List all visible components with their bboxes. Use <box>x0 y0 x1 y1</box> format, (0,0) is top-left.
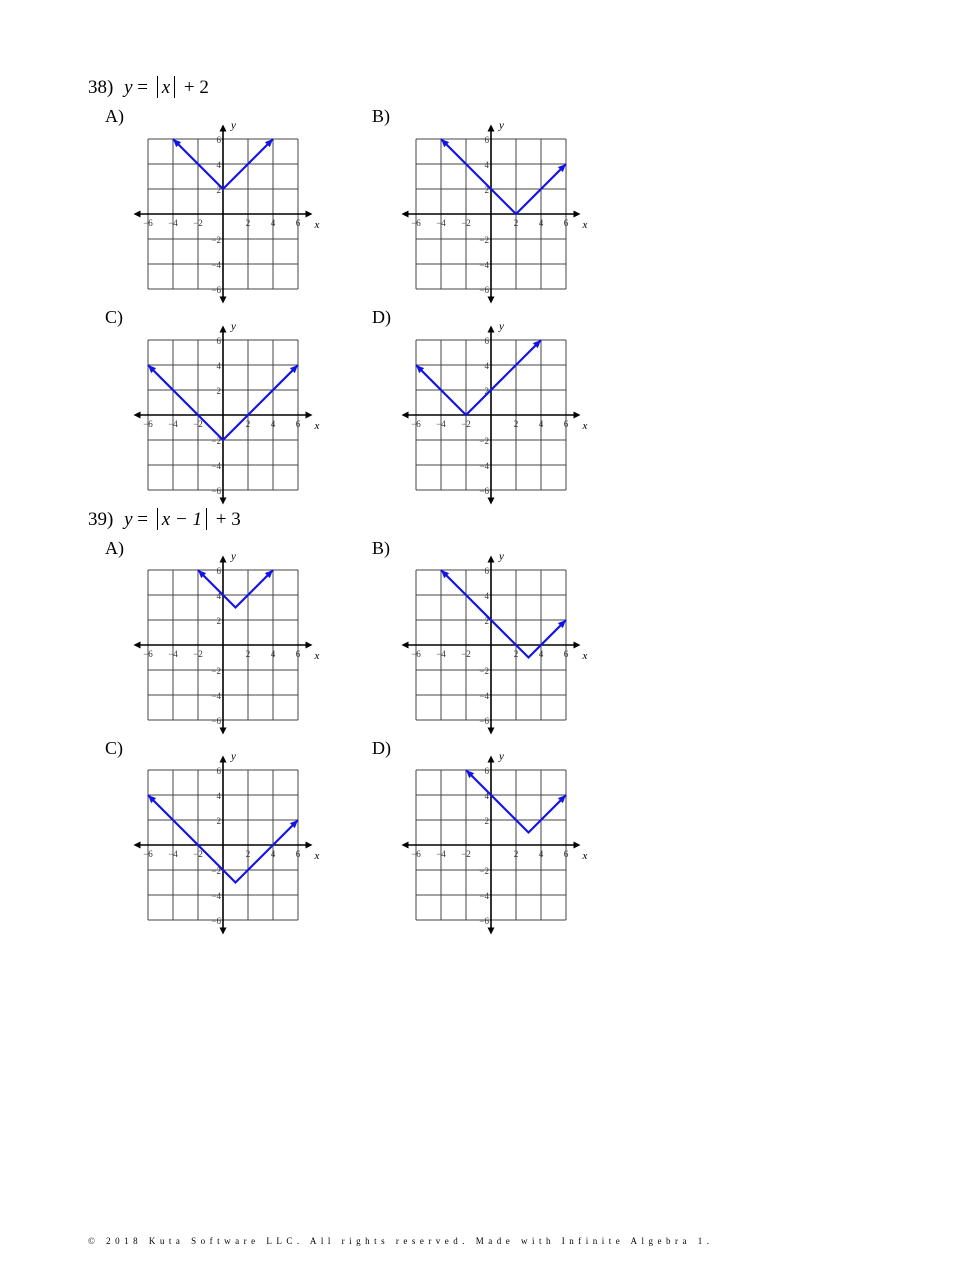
x-tick-label: 4 <box>270 849 276 859</box>
y-axis-arrow-down <box>488 498 495 505</box>
y-tick-label: 2 <box>484 386 489 396</box>
y-axis-label: y <box>231 119 236 132</box>
equation-equals: = <box>137 509 148 530</box>
x-tick-label: 2 <box>513 849 519 859</box>
y-tick-label: −6 <box>211 285 221 295</box>
y-tick-label: −4 <box>479 260 489 270</box>
x-axis-label: x <box>314 420 320 432</box>
x-tick-label: −6 <box>143 218 153 228</box>
x-axis-arrow-left <box>134 211 141 218</box>
y-tick-label: 4 <box>484 791 489 801</box>
x-axis-label: x <box>314 850 320 862</box>
axes <box>134 756 313 935</box>
x-axis-arrow-right <box>306 211 313 218</box>
abs-curve <box>416 340 541 415</box>
x-tick-label: 2 <box>513 419 519 429</box>
tick-labels <box>411 120 587 296</box>
x-tick-label: −2 <box>461 649 471 659</box>
curve-line <box>198 570 273 608</box>
x-tick-label: 6 <box>563 218 569 228</box>
x-tick-label: 6 <box>295 419 301 429</box>
x-tick-label: −6 <box>411 849 421 859</box>
graph-38b <box>396 119 596 312</box>
y-axis-arrow-down <box>488 928 495 935</box>
y-tick-label: −6 <box>479 285 489 295</box>
y-tick-label: −4 <box>211 691 221 701</box>
x-tick-label: −2 <box>193 419 203 429</box>
x-tick-label: −2 <box>193 849 203 859</box>
y-tick-label: 2 <box>484 816 489 826</box>
equation-tail: + 3 <box>215 509 241 530</box>
y-tick-label: 4 <box>484 160 489 170</box>
y-tick-label: −6 <box>211 916 221 926</box>
x-tick-label: 6 <box>563 419 569 429</box>
equation <box>124 77 209 98</box>
x-tick-label: 6 <box>295 218 301 228</box>
y-axis-arrow-down <box>488 728 495 735</box>
problem-number: 39) <box>88 509 114 530</box>
option-label-39c: C) <box>105 738 123 758</box>
x-tick-label: −2 <box>461 419 471 429</box>
y-tick-label: −4 <box>479 891 489 901</box>
x-tick-label: −6 <box>411 649 421 659</box>
x-axis-arrow-left <box>134 412 141 419</box>
x-tick-label: 6 <box>563 849 569 859</box>
curve-line <box>441 139 566 214</box>
option-label-38a: A) <box>105 106 124 126</box>
y-tick-label: −2 <box>211 235 221 245</box>
tick-labels <box>143 551 319 727</box>
y-tick-label: −2 <box>479 235 489 245</box>
axes <box>134 556 313 735</box>
y-axis-arrow-up <box>220 756 227 763</box>
x-tick-label: 4 <box>538 419 544 429</box>
y-tick-label: −2 <box>479 666 489 676</box>
y-axis-label: y <box>499 119 504 132</box>
x-tick-label: 4 <box>270 218 276 228</box>
y-axis-arrow-up <box>220 125 227 132</box>
equation-equals: = <box>137 77 148 98</box>
x-axis-arrow-right <box>574 642 581 649</box>
y-axis-arrow-up <box>488 756 495 763</box>
curve-line <box>416 340 541 415</box>
y-tick-label: −4 <box>479 691 489 701</box>
tick-labels <box>143 120 319 296</box>
copyright-footer: © 2018 Kuta Software LLC. All rights reserved. Made with Infinite Algebra 1. <box>88 1236 714 1246</box>
x-tick-label: 2 <box>513 649 519 659</box>
y-tick-label: 2 <box>484 185 489 195</box>
y-tick-label: −6 <box>479 486 489 496</box>
equation-y: y <box>124 509 133 530</box>
y-tick-label: −2 <box>479 436 489 446</box>
axes <box>134 125 313 304</box>
y-axis-arrow-up <box>488 125 495 132</box>
y-tick-label: 6 <box>216 566 221 576</box>
y-axis-arrow-up <box>220 326 227 333</box>
y-axis-label: y <box>499 320 504 333</box>
x-axis-label: x <box>582 219 588 231</box>
x-axis-arrow-right <box>306 642 313 649</box>
graph-38c <box>128 320 328 513</box>
y-tick-label: −2 <box>479 866 489 876</box>
x-tick-label: 2 <box>245 649 251 659</box>
x-axis-arrow-right <box>574 842 581 849</box>
y-tick-label: 2 <box>216 816 221 826</box>
y-tick-label: 2 <box>216 386 221 396</box>
graph-39b <box>396 550 596 743</box>
tick-labels <box>411 551 587 727</box>
y-axis-label: y <box>499 750 504 763</box>
tick-labels <box>143 751 319 927</box>
x-tick-label: −4 <box>168 218 178 228</box>
x-axis-label: x <box>582 650 588 662</box>
x-axis-arrow-left <box>134 642 141 649</box>
x-axis-label: x <box>582 850 588 862</box>
y-axis-arrow-up <box>488 326 495 333</box>
y-tick-label: 4 <box>216 791 221 801</box>
option-label-39b: B) <box>372 538 390 558</box>
option-label-39a: A) <box>105 538 124 558</box>
y-axis-arrow-down <box>220 498 227 505</box>
y-tick-label: −2 <box>211 866 221 876</box>
x-tick-label: 4 <box>538 218 544 228</box>
y-tick-label: −6 <box>211 716 221 726</box>
equation-abs-inside: x − 1 <box>161 509 202 530</box>
x-tick-label: 4 <box>270 649 276 659</box>
axes <box>134 326 313 505</box>
x-axis-arrow-right <box>306 842 313 849</box>
option-label-39d: D) <box>372 738 391 758</box>
x-axis-label: x <box>582 420 588 432</box>
x-tick-label: −4 <box>436 849 446 859</box>
x-axis-arrow-left <box>134 842 141 849</box>
graph-39d <box>396 750 596 943</box>
tick-labels <box>411 751 587 927</box>
x-tick-label: −2 <box>193 649 203 659</box>
y-tick-label: 6 <box>484 135 489 145</box>
graph-38a <box>128 119 328 312</box>
problem-number: 38) <box>88 77 114 98</box>
axes <box>402 756 581 935</box>
graph-38d <box>396 320 596 513</box>
x-axis-arrow-left <box>402 642 409 649</box>
abs-curve <box>198 570 273 608</box>
y-axis-arrow-down <box>488 297 495 304</box>
x-axis-arrow-left <box>402 211 409 218</box>
x-tick-label: −4 <box>168 649 178 659</box>
axes <box>402 326 581 505</box>
y-axis-label: y <box>231 320 236 333</box>
y-tick-label: −2 <box>211 666 221 676</box>
y-axis-arrow-down <box>220 928 227 935</box>
x-tick-label: −6 <box>411 419 421 429</box>
x-tick-label: −4 <box>436 218 446 228</box>
x-tick-label: 2 <box>245 419 251 429</box>
x-tick-label: −2 <box>193 218 203 228</box>
x-tick-label: −4 <box>168 849 178 859</box>
x-tick-label: −4 <box>436 419 446 429</box>
y-axis-label: y <box>499 550 504 563</box>
x-tick-label: 2 <box>513 218 519 228</box>
x-tick-label: 4 <box>538 849 544 859</box>
x-tick-label: 2 <box>245 218 251 228</box>
x-tick-label: −4 <box>436 649 446 659</box>
y-tick-label: 6 <box>484 336 489 346</box>
y-tick-label: −6 <box>479 716 489 726</box>
y-tick-label: 4 <box>484 361 489 371</box>
x-tick-label: −2 <box>461 849 471 859</box>
x-axis-arrow-right <box>574 412 581 419</box>
axes <box>402 125 581 304</box>
y-tick-label: 2 <box>216 616 221 626</box>
y-axis-arrow-down <box>220 297 227 304</box>
graph-39a <box>128 550 328 743</box>
y-tick-label: 4 <box>216 160 221 170</box>
option-label-38d: D) <box>372 307 391 327</box>
y-tick-label: −6 <box>211 486 221 496</box>
equation-tail: + 2 <box>183 77 209 98</box>
y-tick-label: −4 <box>211 260 221 270</box>
y-tick-label: −4 <box>211 461 221 471</box>
problem-38-header <box>88 76 209 99</box>
tick-labels <box>143 321 319 497</box>
x-tick-label: 6 <box>295 849 301 859</box>
y-tick-label: 4 <box>484 591 489 601</box>
x-axis-arrow-right <box>306 412 313 419</box>
x-axis-arrow-right <box>574 211 581 218</box>
x-tick-label: −6 <box>143 649 153 659</box>
graph-39c <box>128 750 328 943</box>
y-tick-label: 6 <box>216 336 221 346</box>
x-tick-label: −2 <box>461 218 471 228</box>
x-tick-label: 4 <box>270 419 276 429</box>
x-axis-label: x <box>314 219 320 231</box>
y-tick-label: −2 <box>211 436 221 446</box>
y-tick-label: 2 <box>216 185 221 195</box>
y-axis-arrow-down <box>220 728 227 735</box>
option-label-38c: C) <box>105 307 123 327</box>
equation-abs-inside: x <box>161 77 171 98</box>
y-tick-label: −6 <box>479 916 489 926</box>
equation-y: y <box>124 77 133 98</box>
x-tick-label: −6 <box>143 849 153 859</box>
x-tick-label: 6 <box>563 649 569 659</box>
y-tick-label: −4 <box>479 461 489 471</box>
x-tick-label: −6 <box>411 218 421 228</box>
y-tick-label: 6 <box>484 566 489 576</box>
y-tick-label: 6 <box>484 766 489 776</box>
option-label-38b: B) <box>372 106 390 126</box>
y-tick-label: 4 <box>216 361 221 371</box>
y-tick-label: 6 <box>216 135 221 145</box>
x-tick-label: −6 <box>143 419 153 429</box>
y-axis-label: y <box>231 750 236 763</box>
axes <box>402 556 581 735</box>
tick-labels <box>411 321 587 497</box>
x-axis-label: x <box>314 650 320 662</box>
y-tick-label: 2 <box>484 616 489 626</box>
y-axis-arrow-up <box>220 556 227 563</box>
abs-curve <box>441 139 566 214</box>
x-axis-arrow-left <box>402 412 409 419</box>
x-tick-label: −4 <box>168 419 178 429</box>
y-tick-label: −4 <box>211 891 221 901</box>
x-axis-arrow-left <box>402 842 409 849</box>
y-tick-label: 4 <box>216 591 221 601</box>
x-tick-label: 4 <box>538 649 544 659</box>
y-axis-label: y <box>231 550 236 563</box>
x-tick-label: 2 <box>245 849 251 859</box>
y-axis-arrow-up <box>488 556 495 563</box>
y-tick-label: 6 <box>216 766 221 776</box>
x-tick-label: 6 <box>295 649 301 659</box>
